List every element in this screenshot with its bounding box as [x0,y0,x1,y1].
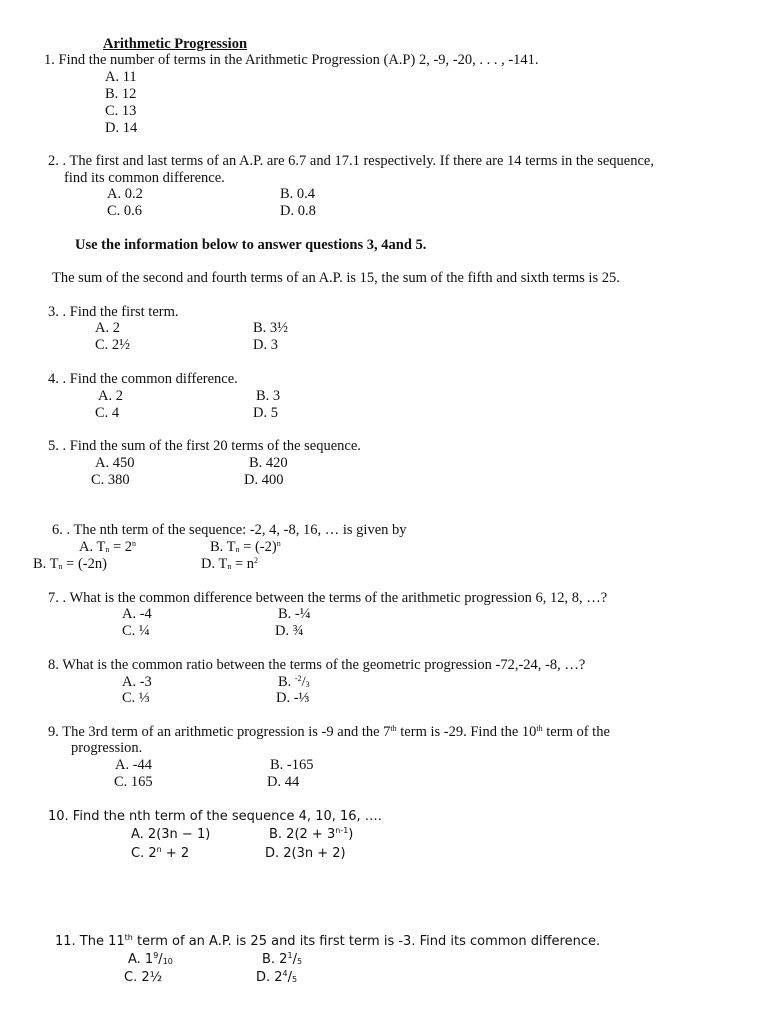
q4-option-b: B. 3 [256,388,281,404]
q7-option-b: B. -¼ [278,606,311,622]
q9-option-c: C. 165 [114,774,153,790]
question-4: 4. . Find the common difference. [48,371,238,387]
q5-option-d: D. 400 [244,472,284,488]
info-text: The sum of the second and fourth terms of an A.P. is 15, the sum of the fifth and sixth terms is 25. [52,270,620,286]
instruction: Use the information below to answer questions 3, 4and 5. [75,237,427,253]
q10-option-c: C. $2^n + 2$ [131,845,190,861]
q3-option-c: C. 2½ [95,337,131,353]
q8-option-c: C. ⅓ [122,690,150,706]
q10-option-a: A. 2(3n − 1) [131,827,211,842]
q8-option-b: B. $^{-2}/_3$ [278,674,310,690]
q11-option-b: B. $2^1/_5$ [262,951,303,967]
q1-option-a: A. 11 [105,69,137,85]
q4-option-a: A. 2 [98,388,123,404]
q9-option-b: B. -165 [270,757,314,773]
question-1: 1. Find the number of terms in the Arithmetic Progression (A.P) 2, -9, -20, . . . , -141. [44,52,539,68]
q6-option-c: B. $T_n = (-2n)$ [33,556,107,572]
q5-option-c: C. 380 [91,472,130,488]
question-8: 8. What is the common ratio between the terms of the geometric progression -72,-24, -8, …? [48,657,586,673]
q11-option-d: D. $2^4/_5$ [256,969,298,985]
question-5: 5. . Find the sum of the first 20 terms of the sequence. [48,438,361,454]
q2-option-b: B. 0.4 [280,186,316,202]
q9-option-a: A. -44 [115,757,153,773]
q8-option-d: D. -⅓ [276,690,310,706]
q2-option-c: C. 0.6 [107,203,143,219]
q10-option-b: B. $2(2 + 3^{n-1})$ [269,826,354,842]
question-2-cont: find its common difference. [64,170,225,186]
q4-option-c: C. 4 [95,405,120,421]
q10-option-d: D. 2(3n + 2) [265,846,346,861]
q6-option-d: D. $T_n = n^2$ [201,556,259,572]
question-10: 10. Find the nth term of the sequence 4, 10, 16, …. [48,809,382,824]
q1-option-b: B. 12 [105,86,137,102]
q11-option-a: A. $1^9/_{10}$ [128,951,173,967]
page-title: Arithmetic Progression [103,36,248,52]
question-9: 9. The 3rd term of an arithmetic progression is -9 and the 7th term is -29. Find the 10th term of the [48,724,610,740]
q6-option-a: A. $T_n = 2^n$ [79,539,137,555]
q3-option-d: D. 3 [253,337,278,353]
q9-option-d: D. 44 [267,774,300,790]
question-11: 11. The 11th term of an A.P. is 25 and its first term is -3. Find its common difference. [55,933,601,949]
q3-option-b: B. 3½ [253,320,289,336]
q4-option-d: D. 5 [253,405,278,421]
q6-option-b: B. $T_n = (-2)^n$ [210,539,281,555]
q1-option-d: D. 14 [105,120,138,136]
q7-option-c: C. ¼ [122,623,150,639]
q5-option-a: A. 450 [95,455,135,471]
question-7: 7. . What is the common difference between the terms of the arithmetic progression 6, 12, 8, …? [48,590,608,606]
q7-option-d: D. ¾ [275,623,304,639]
question-3: 3. . Find the first term. [48,304,179,320]
q7-option-a: A. -4 [122,606,152,622]
q2-option-d: D. 0.8 [280,203,316,219]
question-6: 6. . The nth term of the sequence: -2, 4, -8, 16, … is given by [52,522,407,538]
q11-option-c: C. 2½ [124,970,163,985]
q8-option-a: A. -3 [122,674,152,690]
q1-option-c: C. 13 [105,103,137,119]
q3-option-a: A. 2 [95,320,120,336]
question-2: 2. . The first and last terms of an A.P. are 6.7 and 17.1 respectively. If there are 14 terms in the sequence, [48,153,654,169]
q2-option-a: A. 0.2 [107,186,143,202]
q5-option-b: B. 420 [249,455,288,471]
question-9-cont: progression. [71,740,143,756]
